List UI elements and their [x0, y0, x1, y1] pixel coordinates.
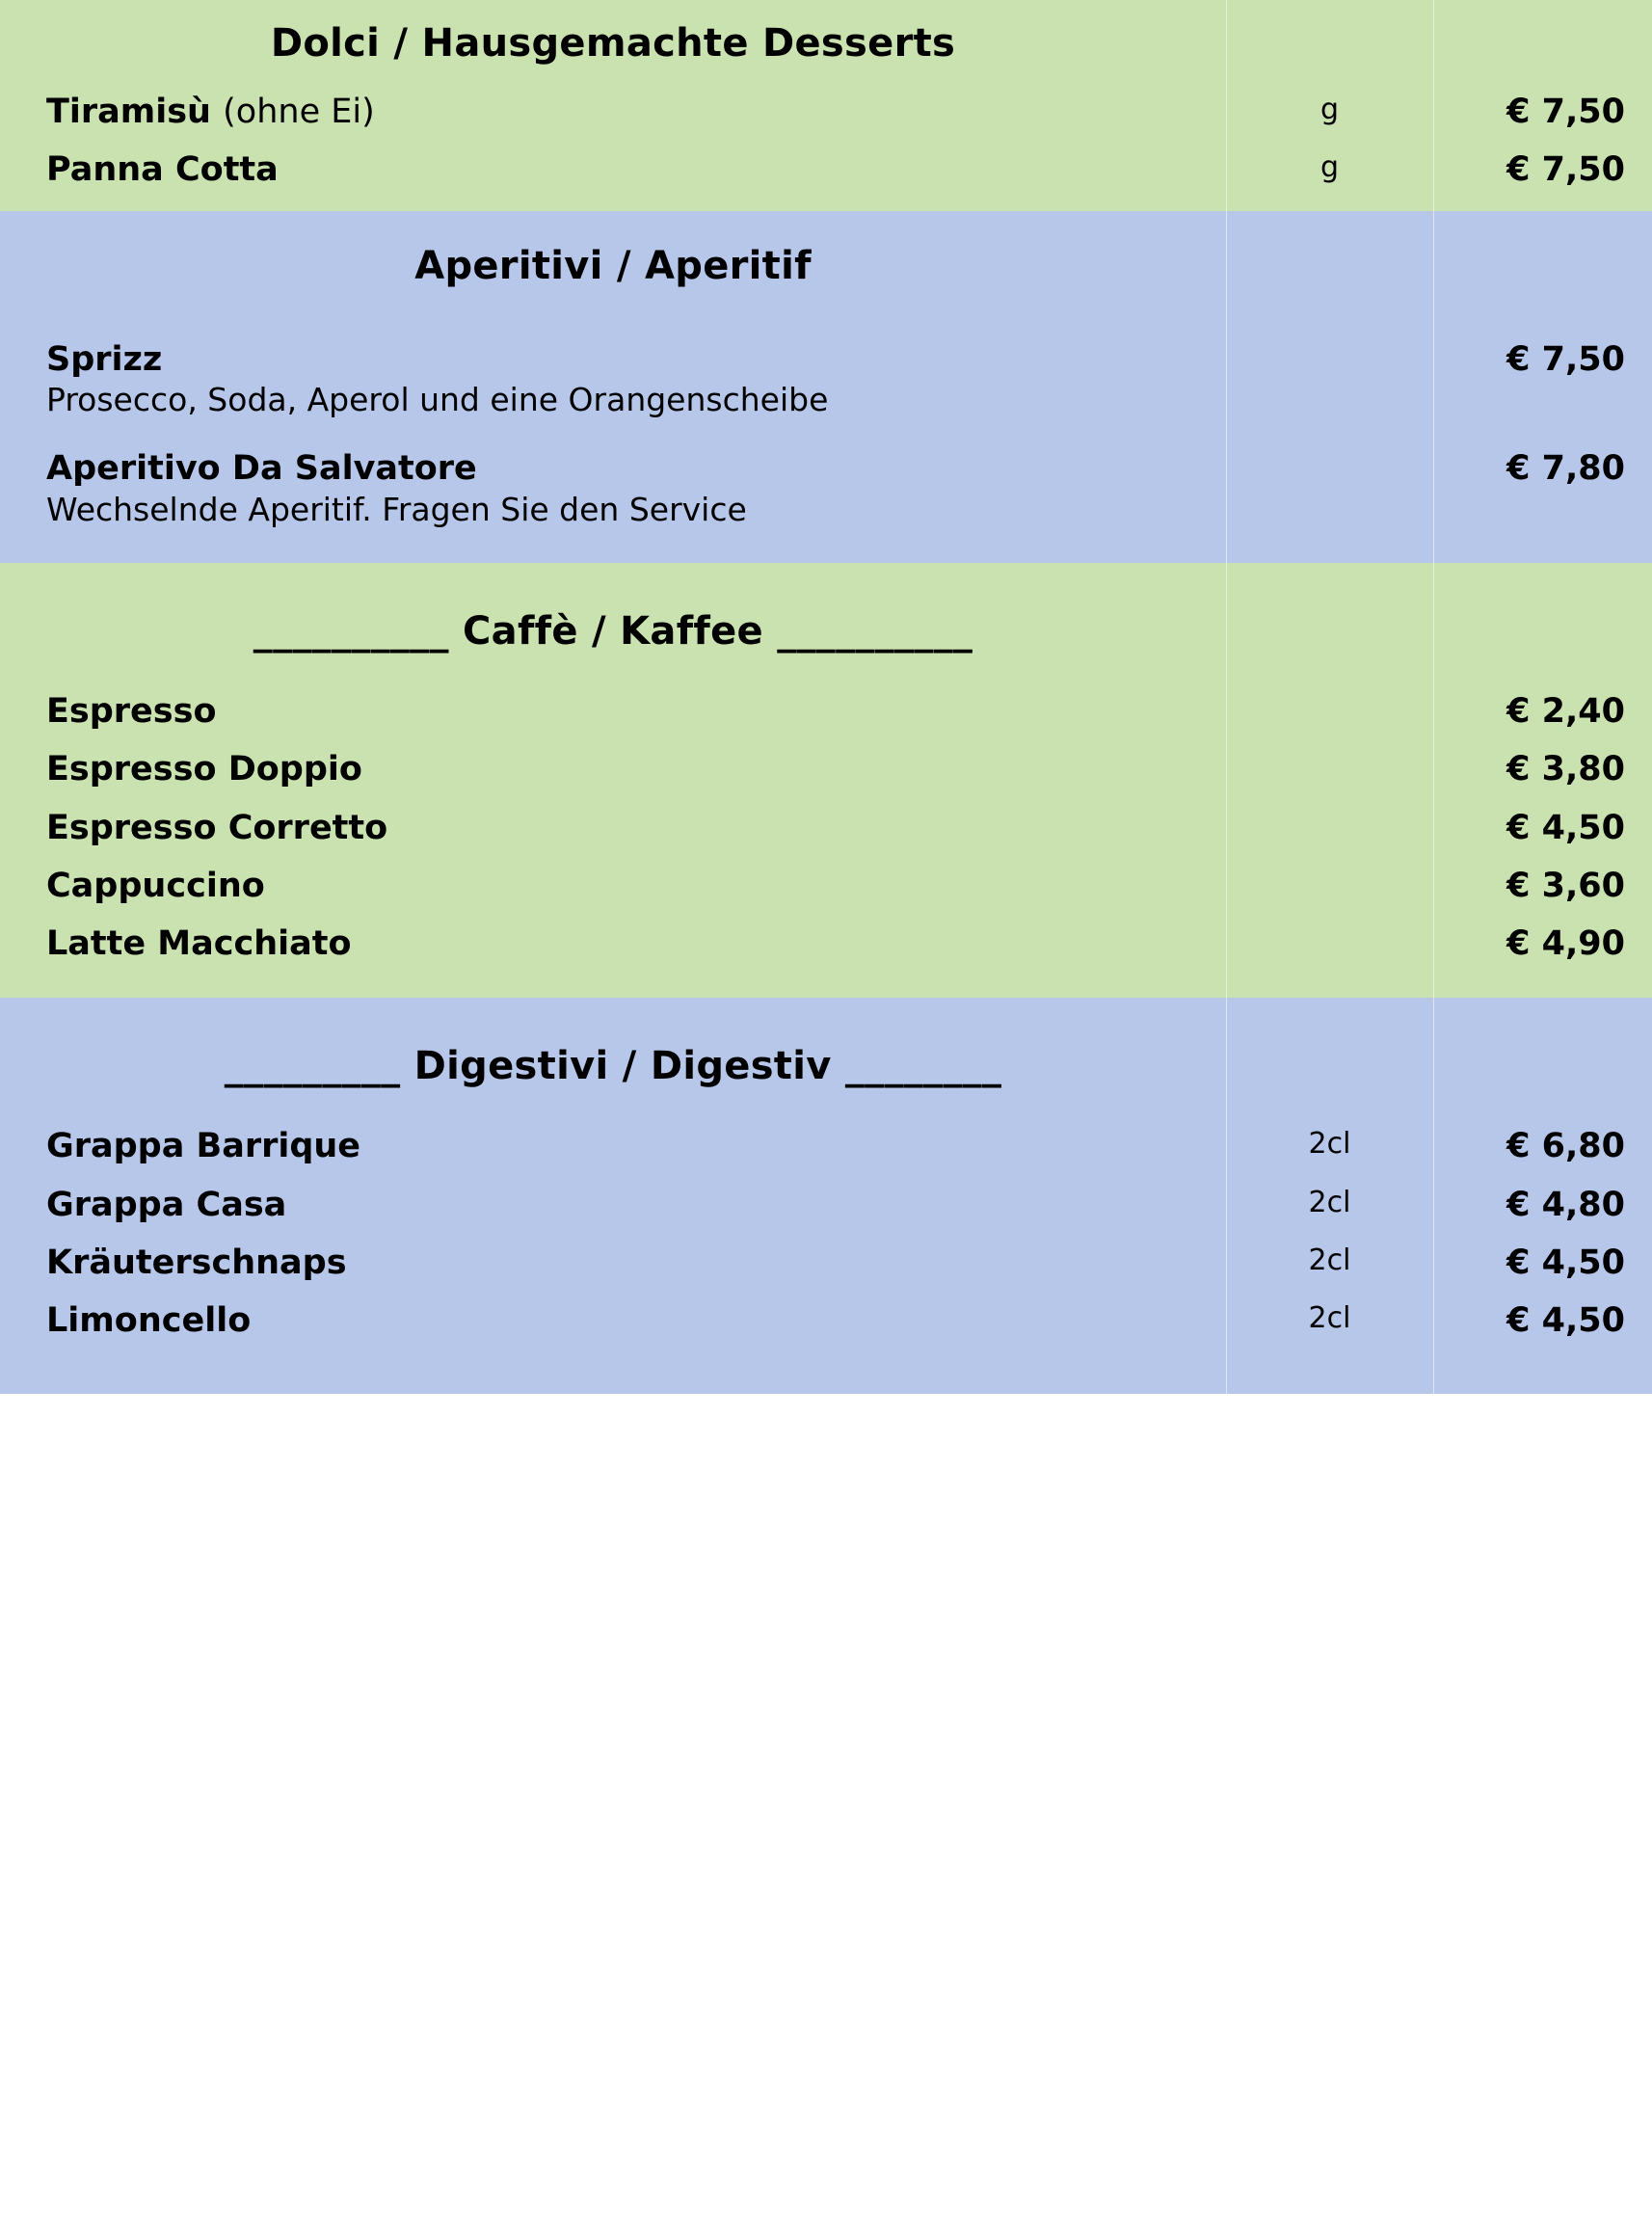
- item-price: € 7,50: [1506, 93, 1625, 131]
- section-top-pad: [0, 563, 1652, 588]
- item-name: Cappuccino: [46, 866, 265, 905]
- menu-item-row: [0, 141, 1652, 199]
- item-name: Aperitivo Da Salvatore: [46, 449, 477, 489]
- menu-item-row: [0, 1117, 1652, 1175]
- section-bottom-pad: [0, 973, 1652, 998]
- item-name-cell: [0, 799, 1226, 857]
- item-price: € 7,50: [1506, 339, 1625, 379]
- menu-section-caffe: [0, 563, 1652, 998]
- menu-section-dolci: [0, 0, 1652, 211]
- section-heading-aperitivi: Aperitivi / Aperitif: [414, 243, 812, 288]
- item-price: € 4,50: [1506, 1243, 1625, 1282]
- heading-bottom-pad: [0, 1106, 1652, 1117]
- menu-item-row: [0, 915, 1652, 973]
- item-price: € 6,80: [1506, 1127, 1625, 1166]
- section-bottom-pad: [0, 200, 1652, 211]
- item-price: € 2,40: [1506, 692, 1625, 732]
- item-description: Wechselnde Aperitif. Fragen Sie den Service: [46, 490, 747, 528]
- section-heading-row: [0, 1023, 1652, 1106]
- section-top-pad: [0, 998, 1652, 1023]
- item-price: € 4,90: [1506, 924, 1625, 964]
- item-name: Espresso Corretto: [46, 808, 388, 847]
- menu-item-row: [0, 799, 1652, 857]
- item-name-note: (ohne Ei): [223, 93, 375, 131]
- item-name: Grappa Barrique: [46, 1127, 361, 1166]
- item-description: Prosecco, Soda, Aperol und eine Orangenscheibe: [46, 380, 829, 418]
- section-top-pad: [0, 211, 1652, 223]
- item-unit: 2cl: [1308, 1243, 1351, 1277]
- menu-item-row: [0, 1234, 1652, 1292]
- item-name: Espresso: [46, 692, 217, 732]
- section-bottom-pad: [0, 1350, 1652, 1394]
- item-name-cell: [0, 682, 1226, 740]
- section-heading-caffe: __________ Caffè / Kaffee __________: [253, 609, 973, 655]
- item-unit: 2cl: [1308, 1127, 1351, 1162]
- menu-section-digestivi: [0, 998, 1652, 1394]
- menu-item-row: [0, 682, 1652, 740]
- item-name: Grappa Casa: [46, 1185, 287, 1224]
- menu-item-row: [0, 1176, 1652, 1234]
- item-price: € 4,80: [1506, 1185, 1625, 1224]
- section-bottom-pad: [0, 538, 1652, 563]
- item-price: € 7,50: [1506, 150, 1625, 190]
- item-unit: 2cl: [1308, 1185, 1351, 1219]
- menu-item-row: [0, 740, 1652, 798]
- item-unit: g: [1319, 93, 1340, 126]
- item-name-cell: [0, 1234, 1226, 1292]
- item-unit: [1226, 857, 1433, 876]
- item-name: Espresso Doppio: [46, 750, 362, 789]
- item-unit: [1226, 440, 1433, 459]
- item-name-cell: [0, 915, 1226, 973]
- item-price: € 7,80: [1506, 449, 1625, 489]
- menu-item-row: [0, 857, 1652, 915]
- item-unit: [1226, 682, 1433, 702]
- item-name: Latte Macchiato: [46, 924, 352, 964]
- section-heading-row: [0, 588, 1652, 671]
- item-name: Kräuterschnaps: [46, 1243, 347, 1282]
- section-heading-row: [0, 0, 1652, 83]
- menu-section-aperitivi: [0, 211, 1652, 564]
- menu-item-row: [0, 83, 1652, 141]
- heading-bottom-pad: [0, 306, 1652, 331]
- item-gap: [0, 428, 1652, 440]
- item-name-cell: [0, 331, 1226, 429]
- item-unit: [1226, 331, 1433, 350]
- item-name: [46, 93, 1212, 131]
- section-heading-row: [0, 223, 1652, 306]
- item-price: € 4,50: [1506, 1301, 1625, 1341]
- item-unit: g: [1319, 150, 1340, 185]
- item-unit: [1226, 799, 1433, 818]
- item-name-cell: [0, 857, 1226, 915]
- section-heading-digestivi: _________ Digestivi / Digestiv ________: [224, 1044, 1002, 1089]
- item-unit: [1226, 740, 1433, 760]
- section-heading-dolci: Dolci / Hausgemachte Desserts: [270, 21, 956, 66]
- item-name: Limoncello: [46, 1301, 252, 1341]
- heading-bottom-pad: [0, 671, 1652, 682]
- menu-item-row: [0, 331, 1652, 429]
- item-name: Panna Cotta: [46, 150, 279, 190]
- item-name-cell: [0, 1176, 1226, 1234]
- item-price: € 3,60: [1506, 866, 1625, 905]
- item-name-text: Tiramisù: [46, 93, 211, 131]
- item-unit: [1226, 915, 1433, 934]
- menu-item-row: [0, 440, 1652, 538]
- item-price: € 4,50: [1506, 808, 1625, 847]
- item-price: € 3,80: [1506, 750, 1625, 789]
- item-name-cell: [0, 1292, 1226, 1350]
- item-unit: 2cl: [1308, 1301, 1351, 1336]
- item-name-cell: [0, 1117, 1226, 1175]
- item-name-cell: [0, 141, 1226, 199]
- menu-item-row: [0, 1292, 1652, 1350]
- item-name-cell: [0, 83, 1226, 141]
- item-name-cell: [0, 740, 1226, 798]
- item-name: Sprizz: [46, 339, 163, 379]
- item-name-cell: [0, 440, 1226, 538]
